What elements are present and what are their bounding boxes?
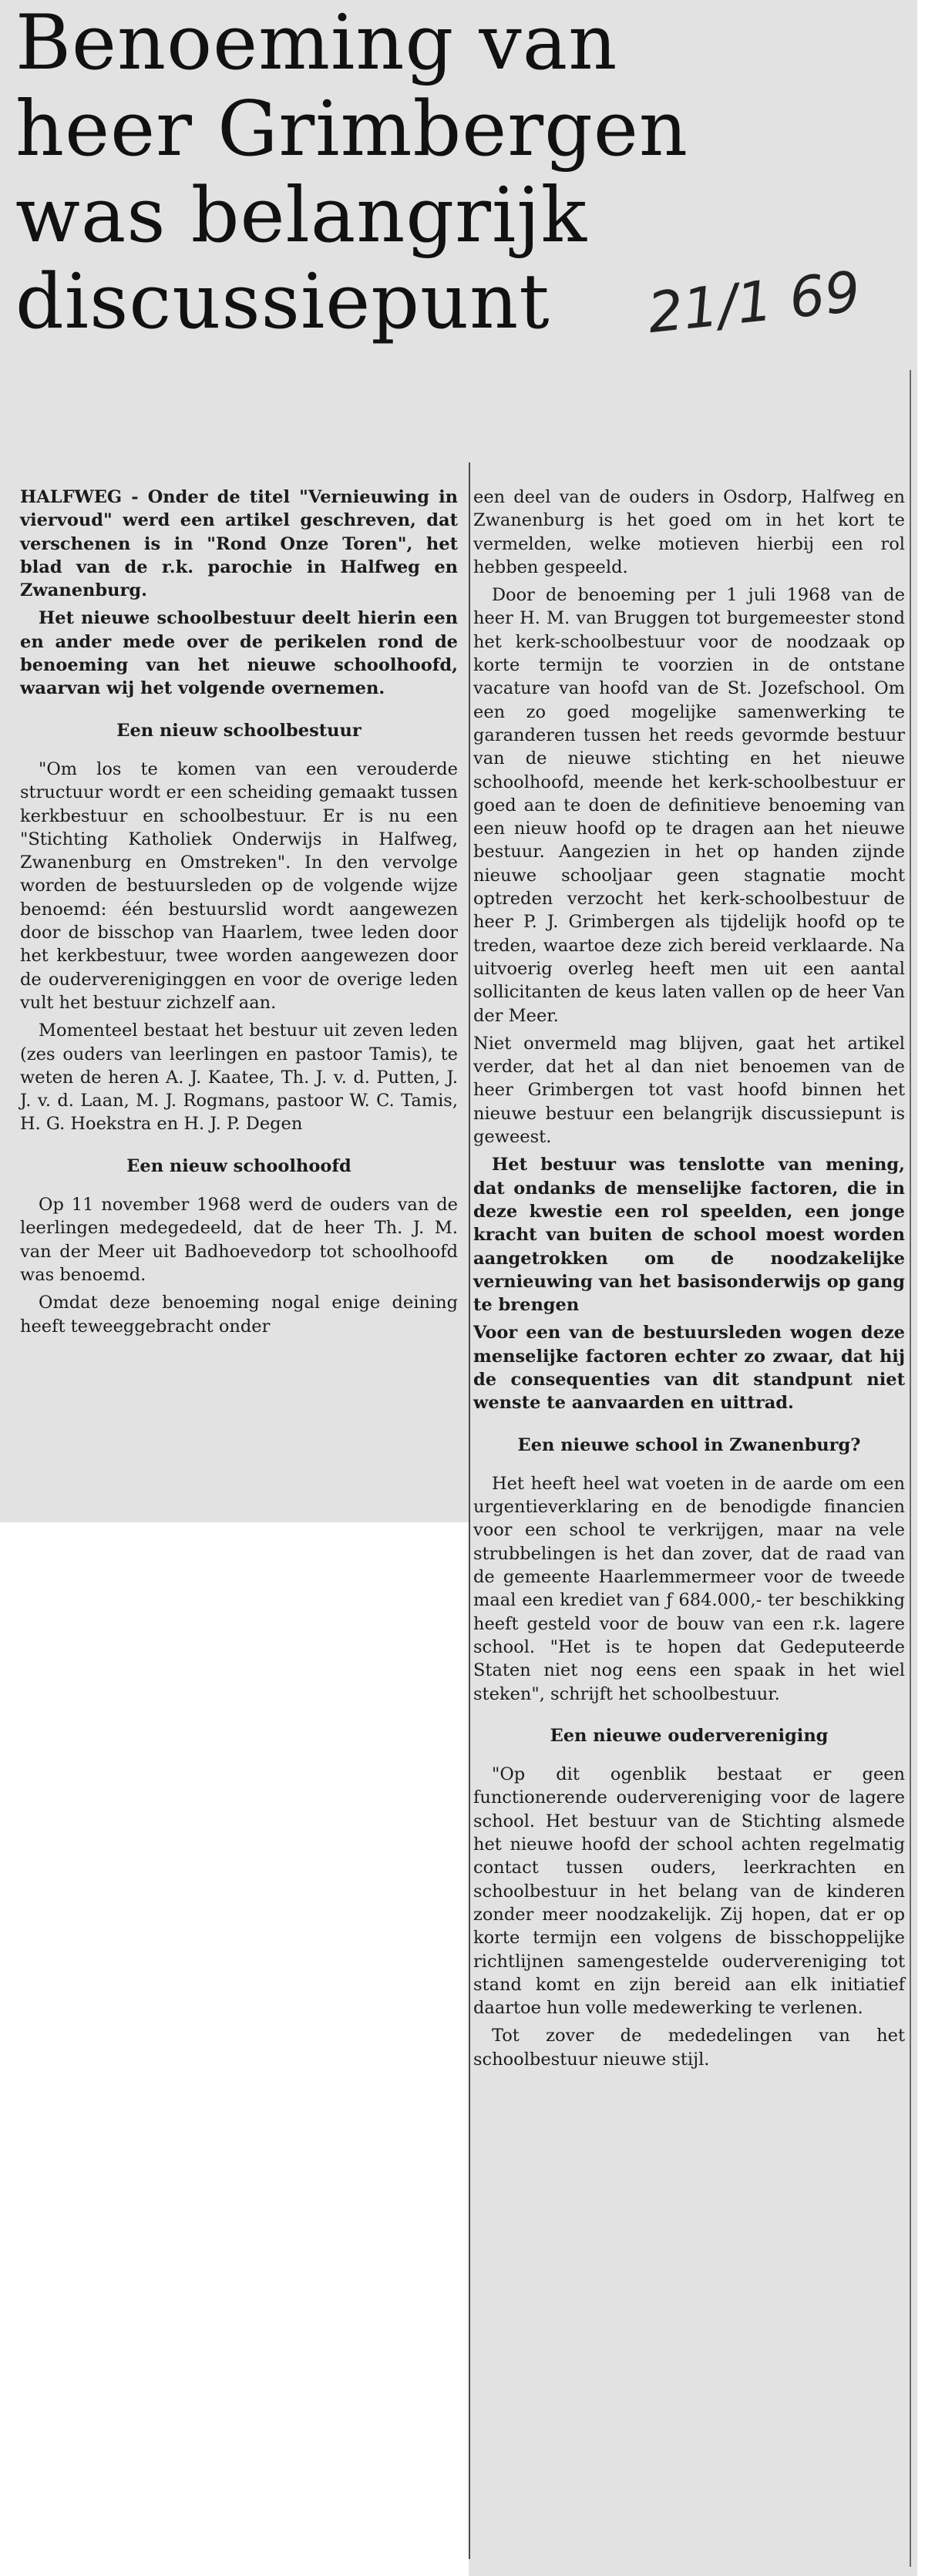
- intro-paragraph: Het nieuwe schoolbestuur deelt hierin een en ander mede over de perikelen rond de benoeming van het nieuwe schoolhoofd, waarvan wij het volgende overnemen.: [20, 608, 458, 699]
- body-paragraph: Omdat deze benoeming nogal enige deining heeft teweeggebracht onder: [20, 1293, 458, 1337]
- body-paragraph: Het heeft heel wat voeten in de aarde om een urgentieverklaring en de benodigde financien voor een school te verkrijgen, maar na vele strubbelingen is het dan zover, dat de raad van de gemeente Haarlemmermeer voor de tweede maal een krediet van ƒ 684.000,- ter beschikking heeft gesteld voor de bouw van een r.k. lagere school. "Het is te hopen dat Gedeputeerde Staten niet nog eens een spaak in het wiel steken", schrijft het schoolbestuur.: [473, 1473, 905, 1704]
- right-border-rule: [910, 370, 911, 2567]
- body-paragraph: Niet onvermeld mag blijven, gaat het artikel verder, dat het al dan niet benoemen van de heer Grimbergen tot vast hoofd binnen het nieuwe bestuur een belangrijk discussiepunt is geweest.: [473, 1033, 905, 1148]
- body-paragraph: Op 11 november 1968 werd de ouders van de leerlingen medegedeeld, dat de heer Th. J. M. van der Meer uit Badhoevedorp tot schoolhoofd was benoemd.: [20, 1195, 458, 1285]
- body-paragraph: "Om los te komen van een verouderde structuur wordt er een scheiding gemaakt tussen kerkbestuur en schoolbestuur. Er is nu een "Stichting Katholiek Onderwijs in Halfweg, Zwanenburg en Omstreken". In den vervolge worden de bestuursleden op de volgende wijze benoemd: één bestuurslid wordt aangewezen door de bisschop van Haarlem, twee leden door het kerkbestuur, twee worden aangewezen door de oudervereniginggen en voor de overige leden vult het bestuur zichzelf aan.: [20, 758, 458, 1013]
- headline-line-4: discussiepunt: [15, 258, 550, 346]
- body-paragraph: Momenteel bestaat het bestuur uit zeven leden (zes ouders van leerlingen en pastoor Tamis), te weten de heren A. J. Kaatee, Th. J. v. d. Putten, J. J. v. d. Laan, M. J. Rogmans, pastoor W. C. Tamis, H. G. Hoekstra en H. J. P. Degen: [20, 1021, 458, 1135]
- subheading-new-headmaster: Een nieuw schoolhoofd: [126, 1155, 352, 1176]
- bold-paragraph: Voor een van de bestuursleden wogen deze menselijke factoren echter zo zwaar, dat hij de consequenties van dit standpunt niet wenste te aanvaarden en uittrad.: [473, 1323, 905, 1414]
- subheading-new-parents-association: Een nieuwe oudervereniging: [550, 1725, 829, 1746]
- headline-line-1: Benoeming van: [15, 0, 618, 87]
- headline-line-3: was belangrijk: [15, 172, 588, 260]
- body-paragraph: Tot zover de mededelingen van het schoolbestuur nieuwe stijl.: [473, 2026, 905, 2070]
- lead-paragraph: HALFWEG - Onder de titel "Vernieuwing in viervoud" werd een artikel geschreven, dat verschenen is in "Rond Onze Toren", het blad van de r.k. parochie in Halfweg en Zwanenburg.: [20, 487, 458, 601]
- body-paragraph: "Op dit ogenblik bestaat er geen functionerende oudervereniging voor de lagere school. Het bestuur van de Stichting alsmede het nieuwe hoofd der school achten regelmatig contact tussen ouders, leerkrachten en schoolbestuur in het belang van de kinderen zonder meer noodzakelijk. Zij hopen, dat er op korte termijn een volgens de bisschoppelijke richtlijnen samengestelde oudervereniging tot stand komt en zijn bereid aan elk initiatief daartoe hun volle medewerking te verlenen.: [473, 1764, 905, 2019]
- handwritten-date: 21/1 69: [644, 258, 863, 346]
- article-column-left: [20, 486, 458, 1343]
- column-divider: [469, 462, 470, 2559]
- bold-paragraph: Het bestuur was tenslotte van mening, dat ondanks de menselijke factoren, die in deze kwestie een rol speelden, een jonge kracht van buiten de school moest worden aangetrokken om de noodzakelijke vernieuwing van het basisonderwijs op gang te brengen: [473, 1155, 905, 1316]
- body-paragraph: Door de benoeming per 1 juli 1968 van de heer H. M. van Bruggen tot burgemeester stond het kerk-schoolbestuur voor de noodzaak op korte termijn te voorzien in de ontstane vacature van hoofd van de St. Jozefschool. Om een zo goed mogelijke samenwerking te garanderen tussen het reeds gevormde bestuur van de nieuwe stichting en het nieuwe schoolhoofd, meende het kerk-schoolbestuur er goed aan te doen de definitieve benoeming van een nieuw hoofd op te dragen aan het nieuwe bestuur. Aangezien in het op handen zijnde nieuwe schooljaar geen stagnatie mocht optreden verzocht het kerk-schoolbestuur de heer P. J. Grimbergen als tijdelijk hoofd op te treden, waartoe deze zich bereid verklaarde. Na uitvoerig overleg heeft men uit een aantal sollicitanten de keus laten vallen op de heer Van der Meer.: [473, 585, 905, 1026]
- article-column-right: [473, 486, 905, 2076]
- subheading-new-school-board: Een nieuw schoolbestuur: [116, 720, 362, 741]
- headline-line-2: heer Grimbergen: [15, 86, 688, 173]
- continued-paragraph: een deel van de ouders in Osdorp, Halfweg en Zwanenburg is het goed om in het kort te vermelden, welke motieven hierbij een rol hebben gespeeld.: [473, 487, 905, 577]
- subheading-new-school-zwanenburg: Een nieuwe school in Zwanenburg?: [517, 1434, 861, 1455]
